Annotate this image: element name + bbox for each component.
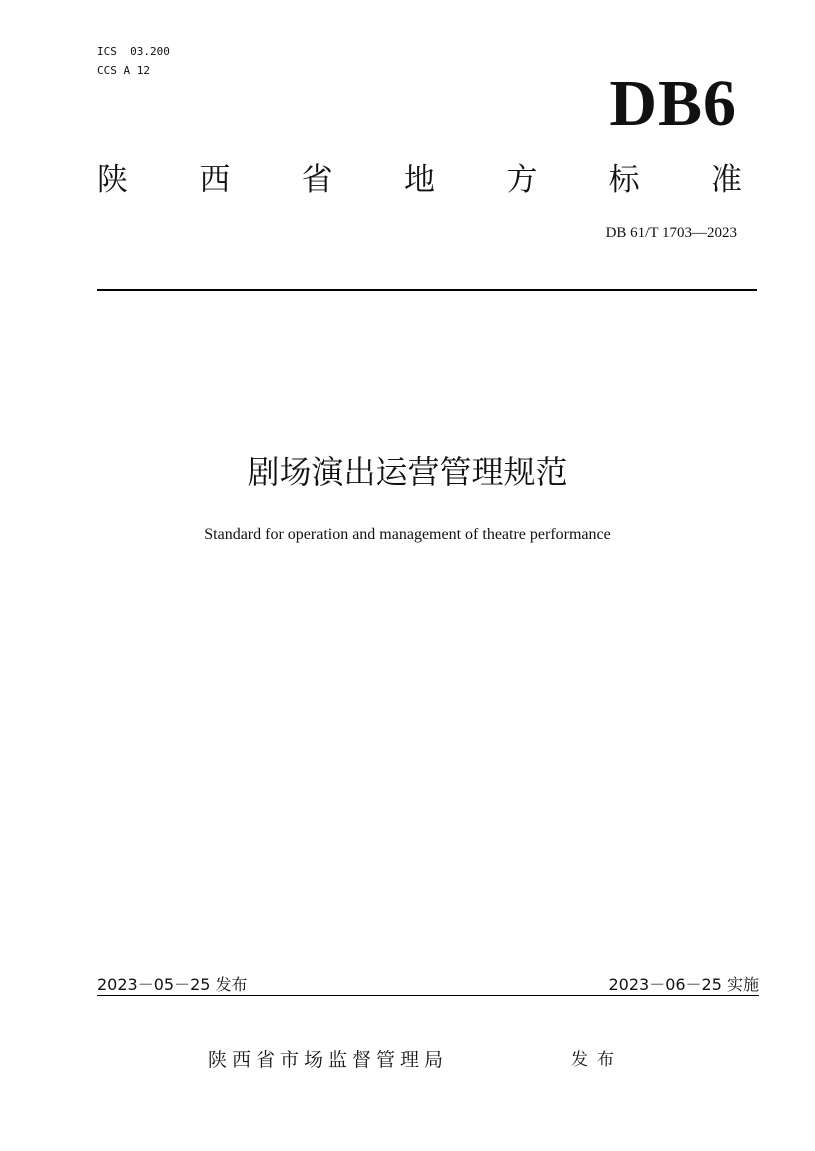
standard-type-char: 西 bbox=[199, 162, 231, 198]
header-divider bbox=[97, 289, 757, 291]
document-title-english: Standard for operation and management of theatre performance bbox=[204, 526, 611, 543]
ics-code: ICS 03.200 bbox=[97, 45, 170, 58]
standard-type-char: 省 bbox=[301, 162, 333, 198]
classification-codes bbox=[97, 42, 170, 80]
implementation-date: 2023－06－25 实施 bbox=[608, 975, 759, 994]
ccs-code: CCS A 12 bbox=[97, 64, 150, 77]
standard-type-heading bbox=[97, 158, 742, 202]
standard-type-char: 准 bbox=[710, 162, 742, 198]
standard-type-char: 陕 bbox=[97, 162, 128, 198]
release-date: 2023－05－25 发布 bbox=[97, 975, 248, 994]
standard-type-char: 方 bbox=[506, 162, 538, 198]
footer-divider bbox=[97, 995, 759, 996]
date-row bbox=[97, 973, 759, 997]
issuing-authority: 陕西省市场监督管理局 bbox=[208, 1049, 449, 1071]
standard-logo: DB6 bbox=[609, 67, 737, 140]
document-title-chinese: 剧场演出运营管理规范 bbox=[247, 453, 568, 491]
issue-label: 发布 bbox=[571, 1050, 623, 1070]
standard-type-char: 标 bbox=[608, 162, 640, 198]
standard-number: DB 61/T 1703—2023 bbox=[605, 225, 737, 241]
standard-type-char: 地 bbox=[403, 162, 435, 198]
